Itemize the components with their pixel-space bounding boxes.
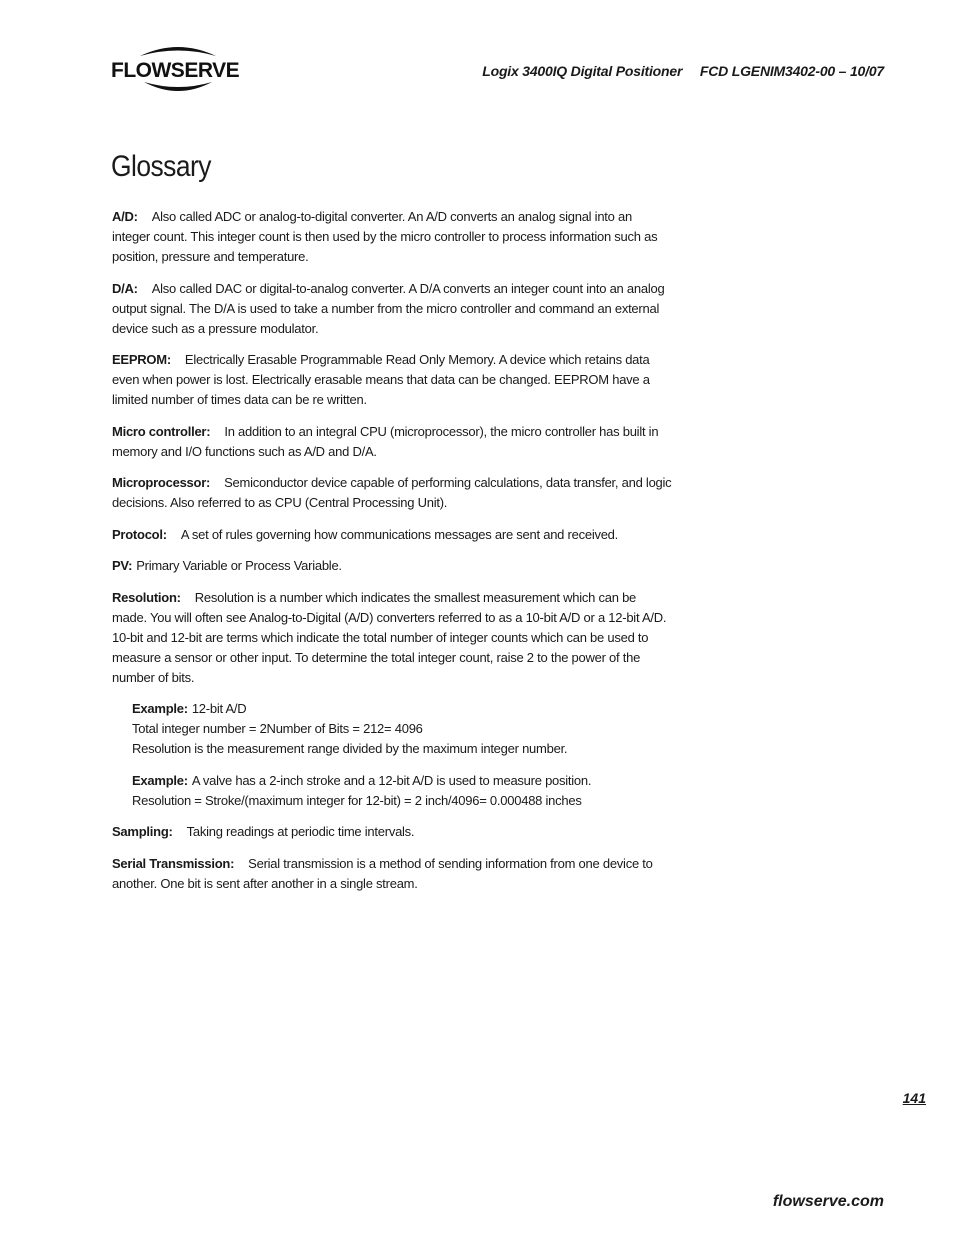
glossary-entry-micro-controller [112,422,672,462]
example-label: Example: [132,701,188,716]
example-line: Resolution is the measurement range divided by the maximum integer number. [132,741,568,756]
term-definition: Also called DAC or digital-to-analog converter. A D/A converts an integer count into an analog output signal. The D/A is used to take a number from the micro controller and command an external device such as a pressure modulator. [112,280,665,336]
term-definition: Taking readings at periodic time intervals. [186,824,415,839]
document-header [482,63,884,79]
term-label: Microprocessor: [112,475,211,490]
glossary-entry-ad [112,207,672,267]
term-label: Serial Transmission: [112,855,235,871]
svg-text:FLOWSERVE: FLOWSERVE [111,59,240,82]
term-label: Resolution: [112,589,181,605]
example-line: 12-bit A/D [191,701,247,716]
term-definition: Also called ADC or analog-to-digital converter. An A/D converts an analog signal into an integer count. This integer count is then used by the micro controller to process information such as position, pressure and temperature. [112,209,658,264]
page-title: Glossary [111,150,211,183]
doc-code: FCD LGENIM3402-00 – 10/07 [699,63,884,79]
glossary-entry-pv [112,556,672,576]
term-label: EEPROM: [112,352,171,367]
term-label: A/D: [112,209,138,224]
example-label: Example: [132,772,188,788]
term-definition: Primary Variable or Process Variable. [136,558,342,573]
example-line: A valve has a 2-inch stroke and a 12-bit A/D is used to measure position. [191,772,592,788]
term-definition: Resolution is a number which indicates the smallest measurement which can be made. You will often see Analog-to-Digital (A/D) converters referred to as a 10-bit A/D or a 12-bit A/D. 10-bit and 12-bit are terms which indicate the total number of integer counts which can be used to measure a sensor or other input. To determine the total integer count, raise 2 to the power of the number of bits. [112,589,667,685]
term-label: Protocol: [112,526,167,542]
term-definition: A set of rules governing how communications messages are sent and received. [180,526,619,542]
term-label: Micro controller: [112,423,211,439]
glossary-entry-da [112,279,672,339]
page-number: 141 [902,1090,926,1106]
flowserve-logo [110,40,250,96]
term-definition: Electrically Erasable Programmable Read Only Memory. A device which retains data even when power is lost. Electrically erasable means that data can be changed. EEPROM have a limited number of times data can be re written. [112,352,650,407]
term-definition: Serial transmission is a method of sending information from one device to another. One bit is sent after another in a single stream. [112,855,653,891]
example-line: Total integer number = 2Number of Bits = 212= 4096 [132,721,423,736]
glossary-content [112,207,672,905]
doc-title: Logix 3400IQ Digital Positioner [482,63,683,79]
footer-url: flowserve.com [772,1193,884,1210]
example-line: Resolution = Stroke/(maximum integer for 12-bit) = 2 inch/4096= 0.000488 inches [132,792,582,808]
term-definition: Semiconductor device capable of performing calculations, data transfer, and logic decisions. Also referred to as CPU (Central Processing Unit). [112,475,672,510]
term-label: D/A: [112,280,138,296]
glossary-entry-protocol [112,525,672,545]
resolution-example-1 [132,699,672,759]
term-definition: In addition to an integral CPU (microprocessor), the micro controller has built in memory and I/O functions such as A/D and D/A. [112,423,659,459]
glossary-entry-microprocessor [112,473,672,513]
term-label: PV: [112,558,133,573]
glossary-entry-serial-transmission [112,854,672,894]
glossary-entry-resolution [112,588,672,688]
glossary-entry-sampling [112,822,672,842]
glossary-entry-eeprom [112,350,672,410]
flowserve-logo-icon [110,40,250,96]
term-label: Sampling: [112,824,173,839]
resolution-example-2 [132,771,672,811]
